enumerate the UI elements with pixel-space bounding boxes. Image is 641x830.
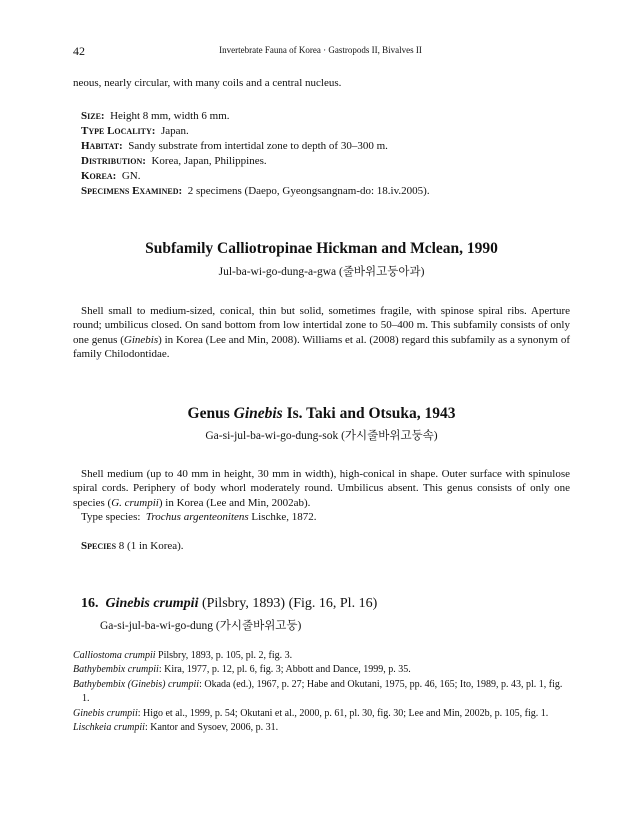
field-specimens-examined: Specimens Examined: 2 specimens (Daepo, Gyeongsangnam-do: 18.iv.2005). — [81, 185, 430, 197]
field-distribution: Distribution: Korea, Japan, Philippines. — [81, 155, 267, 167]
field-habitat: Habitat: Sandy substrate from intertidal zone to depth of 30–300 m. — [81, 140, 388, 152]
synonymy-entry: Calliostoma crumpii Pilsbry, 1893, p. 105, pl. 2, fig. 3. — [73, 650, 293, 661]
genus-description: Shell medium (up to 40 mm in height, 30 mm in width), high-conical in shape. Outer surface with spinulose spiral cords. Periphery of body whorl moderately round. Umbilicus absent. This genus consists of only one species (G. crumpii) in Korea (Lee and Min, 2002ab). — [73, 468, 570, 509]
field-size: Size: Height 8 mm, width 6 mm. — [81, 110, 230, 122]
synonymy-entry: Bathybembix crumpii: Kira, 1977, p. 12, pl. 6, fig. 3; Abbott and Dance, 1999, p. 35. — [73, 664, 411, 676]
field-korea: Korea: GN. — [81, 170, 141, 182]
genus-korean-name: Ga-si-jul-ba-wi-go-dung-sok (가시줄바위고둥속) — [205, 430, 438, 442]
type-species-line: Type species: Trochus argenteonitens Lischke, 1872. — [81, 511, 317, 523]
species-count-line: Species 8 (1 in Korea). — [81, 540, 184, 552]
subfamily-korean-name: Jul-ba-wi-go-dung-a-gwa (줄바위고둥아과) — [218, 266, 425, 278]
genus-heading: Genus Ginebis Is. Taki and Otsuka, 1943 — [187, 405, 456, 422]
subfamily-description: Shell small to medium-sized, conical, thin but solid, sometimes fragile, with spinose spiral ribs. Aperture round; umbilicus closed. On sand bottom from low intertidal zone to 50–400 m. This subfamily consists of only one genus (Ginebis) in Korea (Lee and Min, 2008). Williams et al. (2008) regard this subfamily as a synonym of family Chilodontidae. — [73, 305, 570, 361]
species-fields — [81, 109, 430, 199]
species-heading: 16. Ginebis crumpii (Pilsbry, 1893) (Fig. 16, Pl. 16) — [81, 596, 378, 611]
synonymy-entry: Ginebis crumpii: Higo et al., 1999, p. 54; Okutani et al., 2000, p. 61, pl. 30, fig. 30; Lee and Min, 2002b, p. 105, fig. 1. — [73, 707, 549, 719]
synonymy-entry: Bathybembix (Ginebis) crumpii: Okada (ed.), 1967, p. 27; Habe and Okutani, 1975, pp. 46, 165; Ito, 1989, p. 43, pl. 1, fig. 1. — [73, 678, 563, 705]
species-korean-name: Ga-si-jul-ba-wi-go-dung (가시줄바위고둥) — [100, 620, 302, 632]
continuation-text: neous, nearly circular, with many coils and a central nucleus. — [73, 77, 342, 89]
field-type-locality: Type Locality: Japan. — [81, 125, 189, 137]
running-title: Invertebrate Fauna of Korea · Gastropods II, Bivalves II — [219, 45, 422, 55]
page-number: 42 — [73, 44, 85, 58]
synonymy-entry: Lischkeia crumpii: Kantor and Sysoev, 2006, p. 31. — [73, 722, 279, 734]
synonymy-list — [73, 649, 570, 735]
subfamily-heading: Subfamily Calliotropinae Hickman and Mclean, 1990 — [145, 240, 498, 257]
page-header — [73, 44, 568, 60]
